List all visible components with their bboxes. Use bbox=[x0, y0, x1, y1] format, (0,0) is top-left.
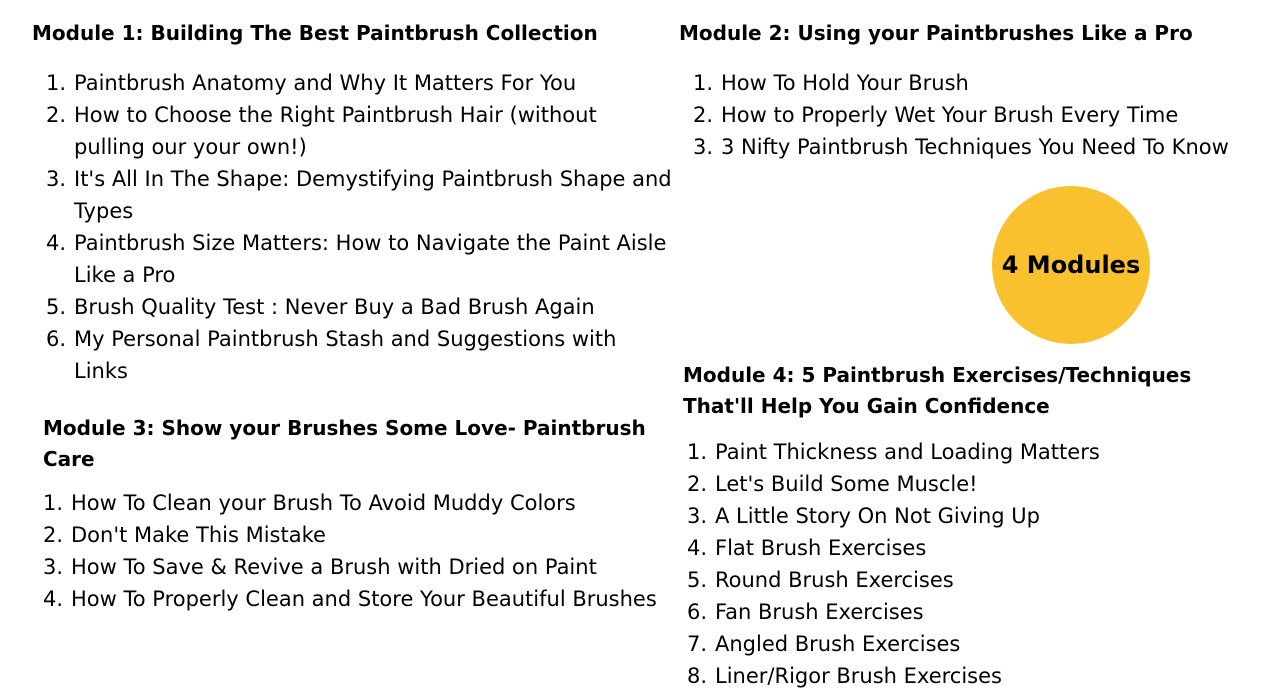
list-item bbox=[43, 487, 663, 519]
list-item-text: Fan Brush Exercises bbox=[715, 600, 924, 624]
list-item-text: Don't Make This Mistake bbox=[71, 523, 326, 547]
list-item bbox=[46, 323, 672, 387]
list-item bbox=[687, 596, 1243, 628]
list-item-number: 1. bbox=[46, 71, 67, 95]
list-item bbox=[687, 532, 1243, 564]
list-item-text: Flat Brush Exercises bbox=[715, 536, 927, 560]
list-item-text: How To Properly Clean and Store Your Beautiful Brushes bbox=[71, 587, 657, 611]
list-item-text: Round Brush Exercises bbox=[715, 568, 954, 592]
list-item bbox=[687, 564, 1243, 596]
list-item bbox=[687, 660, 1243, 692]
list-item-text: How to Properly Wet Your Brush Every Time bbox=[721, 103, 1179, 127]
modules-count-badge bbox=[992, 186, 1150, 344]
list-item-number: 3. bbox=[693, 135, 714, 159]
list-item-text: My Personal Paintbrush Stash and Suggestions with Links bbox=[74, 327, 617, 383]
list-item bbox=[693, 131, 1239, 163]
list-item-number: 2. bbox=[43, 523, 64, 547]
module-3-section bbox=[43, 413, 663, 615]
module-3-list bbox=[43, 487, 663, 615]
list-item bbox=[46, 227, 672, 291]
module-4-title: Module 4: 5 Paintbrush Exercises/Techniques That'll Help You Gain Confidence bbox=[683, 363, 1192, 418]
list-item-text: It's All In The Shape: Demystifying Paintbrush Shape and Types bbox=[74, 167, 672, 223]
badge-label: 4 Modules bbox=[1001, 251, 1141, 279]
list-item-number: 5. bbox=[687, 568, 708, 592]
module-2-list bbox=[679, 67, 1239, 163]
list-item-number: 3. bbox=[687, 504, 708, 528]
list-item bbox=[43, 551, 663, 583]
list-item-number: 6. bbox=[687, 600, 708, 624]
list-item-text: How To Save & Revive a Brush with Dried on Paint bbox=[71, 555, 597, 579]
list-item-text: A Little Story On Not Giving Up bbox=[715, 504, 1040, 528]
list-item bbox=[46, 99, 672, 163]
list-item-number: 8. bbox=[687, 664, 708, 688]
list-item-number: 3. bbox=[43, 555, 64, 579]
list-item-text: Let's Build Some Muscle! bbox=[715, 472, 978, 496]
module-1-title: Module 1: Building The Best Paintbrush Collection bbox=[32, 21, 598, 45]
list-item bbox=[687, 500, 1243, 532]
list-item bbox=[687, 468, 1243, 500]
list-item-number: 4. bbox=[687, 536, 708, 560]
list-item bbox=[46, 163, 672, 227]
list-item-text: 3 Nifty Paintbrush Techniques You Need To Know bbox=[721, 135, 1229, 159]
list-item-number: 5. bbox=[46, 295, 67, 319]
list-item-text: Angled Brush Exercises bbox=[715, 632, 961, 656]
list-item bbox=[687, 628, 1243, 660]
list-item bbox=[43, 519, 663, 551]
list-item-text: Liner/Rigor Brush Exercises bbox=[715, 664, 1002, 688]
list-item bbox=[46, 67, 672, 99]
list-item-text: Brush Quality Test : Never Buy a Bad Brush Again bbox=[74, 295, 595, 319]
list-item-text: How To Clean your Brush To Avoid Muddy Colors bbox=[71, 491, 576, 515]
list-item-number: 1. bbox=[43, 491, 64, 515]
list-item-text: How To Hold Your Brush bbox=[721, 71, 969, 95]
list-item-number: 3. bbox=[46, 167, 67, 191]
list-item-text: Paintbrush Anatomy and Why It Matters For You bbox=[74, 71, 577, 95]
module-4-list bbox=[683, 436, 1243, 692]
list-item bbox=[46, 291, 672, 323]
module-1-list bbox=[32, 67, 672, 387]
list-item-text: How to Choose the Right Paintbrush Hair (without pulling our your own!) bbox=[74, 103, 597, 159]
module-4-section bbox=[683, 360, 1243, 692]
list-item-text: Paint Thickness and Loading Matters bbox=[715, 440, 1100, 464]
list-item-number: 7. bbox=[687, 632, 708, 656]
list-item-number: 2. bbox=[46, 103, 67, 127]
list-item-number: 4. bbox=[43, 587, 64, 611]
list-item-text: Paintbrush Size Matters: How to Navigate the Paint Aisle Like a Pro bbox=[74, 231, 667, 287]
module-2-title: Module 2: Using your Paintbrushes Like a Pro bbox=[679, 21, 1193, 45]
list-item bbox=[687, 436, 1243, 468]
module-2-section bbox=[679, 18, 1239, 163]
list-item-number: 1. bbox=[687, 440, 708, 464]
list-item bbox=[693, 99, 1239, 131]
list-item-number: 2. bbox=[687, 472, 708, 496]
module-3-title: Module 3: Show your Brushes Some Love- Paintbrush Care bbox=[43, 416, 646, 471]
list-item-number: 4. bbox=[46, 231, 67, 255]
list-item-number: 6. bbox=[46, 327, 67, 351]
module-1-section bbox=[32, 18, 672, 387]
list-item-number: 2. bbox=[693, 103, 714, 127]
list-item bbox=[43, 583, 663, 615]
list-item-number: 1. bbox=[693, 71, 714, 95]
list-item bbox=[693, 67, 1239, 99]
